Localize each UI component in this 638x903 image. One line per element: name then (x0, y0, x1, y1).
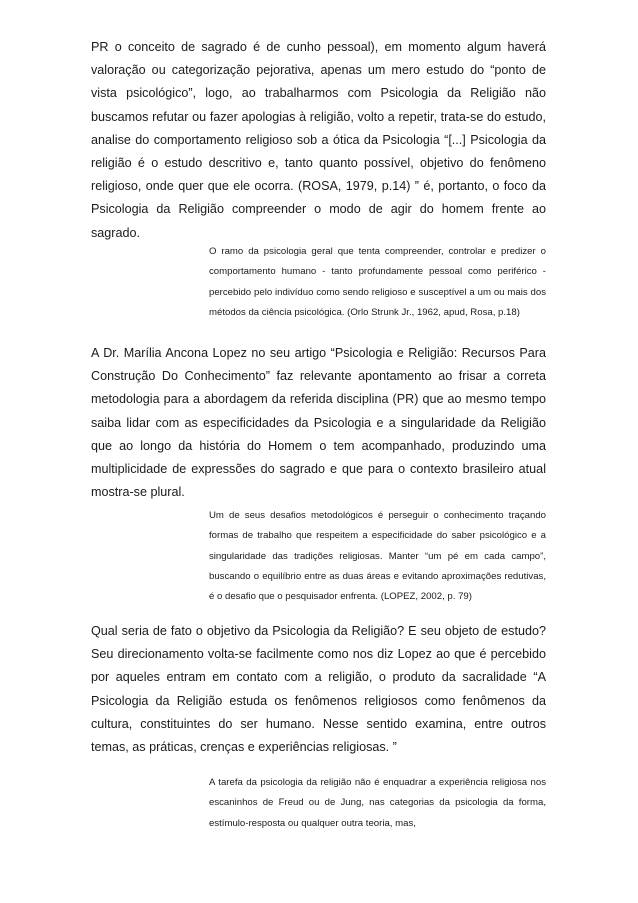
block-quote-2: Um de seus desafios metodológicos é perseguir o conhecimento traçando formas de trabalho que respeitem a especificidade do saber psicológico e a singularidade das tradições religiosas. Manter “um pé em cada campo”, buscando o equilíbrio entre as duas áreas e evitando aproximações redutivas, é o desafio que o pesquisador enfrenta. (LOPEZ, 2002, p. 79) (209, 510, 546, 603)
body-paragraph-3: Qual seria de fato o objetivo da Psicologia da Religião? E seu objeto de estudo? Seu direcionamento volta-se facilmente como nos diz Lopez ao que é percebido por aqueles entram em contato com a religião, o produto da sacralidade “A Psicologia da Religião estuda os fenômenos religiosos como fenômenos da cultura, constituintes do ser humano. Nesse sentido examina, entre outros temas, as práticas, crenças e experiências religiosas. ” (91, 624, 546, 755)
body-paragraph-2: A Dr. Marília Ancona Lopez no seu artigo “Psicologia e Religião: Recursos Para Construção Do Conhecimento” faz relevante apontamento ao frisar a correta metodologia para a abordagem da referida disciplina (PR) que ao mesmo tempo saiba lidar com as especificidades da Psicologia e a singularidade da Religião que ao longo da história do Homem o tem acompanhado, produzindo uma multiplicidade de expressões do sagrado e que para o contexto brasileiro atual mostra-se plural. (91, 346, 546, 500)
body-paragraph-1: PR o conceito de sagrado é de cunho pessoal), em momento algum haverá valoração ou categorização pejorativa, apenas um mero estudo do “ponto de vista psicológico”, logo, ao trabalharmos com Psicologia da Religião não buscamos refutar ou fazer apologias à religião, volto a repetir, trata-se do estudo, analise do comportamento religioso sob a ótica da Psicologia “[...] Psicologia da religião é o estudo descritivo e, tanto quanto possível, objetivo do fenômeno religioso, onde quer que ele ocorra. (ROSA, 1979, p.14) ” é, portanto, o foco da Psicologia da Religião compreender o modo de agir do homem frente ao sagrado. (91, 40, 546, 240)
block-quote-1: O ramo da psicologia geral que tenta compreender, controlar e predizer o comportamento humano - tanto profundamente pessoal como periférico - percebido pelo indivíduo como sendo religioso e susceptível a um ou mais dos métodos da ciência psicológica. (Orlo Strunk Jr., 1962, apud, Rosa, p.18) (209, 246, 546, 318)
block-quote-3: A tarefa da psicologia da religião não é enquadrar a experiência religiosa nos escaninhos de Freud ou de Jung, nas categorias da psicologia da forma, estímulo-resposta ou qualquer outra teoria, mas, (209, 777, 546, 829)
